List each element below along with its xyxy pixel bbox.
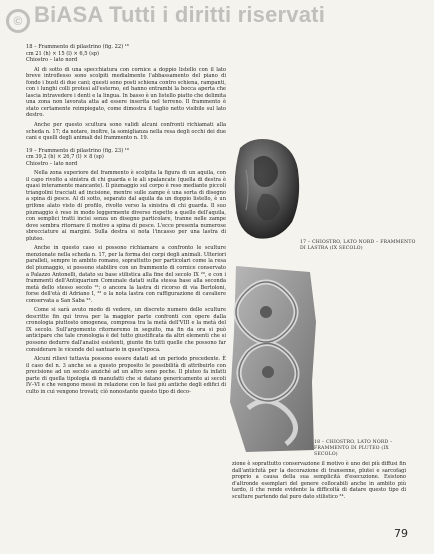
entry-18-location: Chiostro – lato nord xyxy=(26,57,78,64)
right-text-column xyxy=(232,461,406,500)
entry-18-paragraph: Anche per questo scultura sono validi alcuni confronti richiamati alla scheda n. 17; da notare, inoltre, la somiglianza nella resa degli occhi dei due cani e quelli degli animali del frammento n. 19. xyxy=(26,122,226,142)
entry-18-title: 18 – Frammento di pilastrino (fig. 22) ¹⁸ xyxy=(26,44,129,50)
entry-19-paragraph: Anche in questo caso si possono richiamare a confronto le sculture menzionate nella scheda n. 17, per la forma dei corpi degli animali. Ulteriori paralleli, sempre in ambito romano, soprattutto per particolari come la resa del piumaggio, si possono stabilire con un frammento di cornice conservato a Palazzo Antonelli, datato su base stilistica alla fine del secolo IX ²⁰, e con i frammenti dell'Antiquarium Comunale datati sulla stessa base alla seconda metà dello stesso secolo ²¹; o ancora la lastra di ricorso di via Bertoloni, forse dell'età di Adriano I, ²² o la nota lastra con raffigurazione di cavaliere conservata a San Saba ²³. xyxy=(26,245,226,304)
entry-19-location: Chiostro – lato nord xyxy=(26,160,78,167)
discussion-paragraph: Alcuni rilievi tuttavia possono essere datati ad un periodo precedente. È il caso del n. 3 anche se a questo proposito le possibilità di attribuirlo con precisione ad un secolo anziché ad un altro sono poche. Il pluteo fa infatti parte di quella tipologia di manufatti che si datano genericamente ai secoli IV–VI e che vengono messi in relazione con le fasi più antiche degli edifici di culto in cui vengono trovati; ciò nonostante questo tipo di deco- xyxy=(26,356,226,395)
figure-17-photo xyxy=(232,130,302,246)
entry-19-heading xyxy=(26,148,226,168)
continuation-paragraph: zione è soprattutto conservazione il motivo è uno dei più diffusi fin dall'antichità per la decorazione di transenne, plutei e sarcofagi proprio a causa della sua semplicità d'esecuzione. Esistono d'altronde esemplari del genere collocabili anche in ambito più tardo, il che rende evidente la difficoltà di datare questo tipo di sculture partendo dal puro dato stilistico ²⁴. xyxy=(232,461,406,500)
figure-18-photo xyxy=(226,262,318,456)
entry-19-dimensions: cm 39,2 (h) × 26,7 (l) × 8 (sp) xyxy=(26,154,104,161)
figure-17-caption: 17 – CHIOSTRO, LATO NORD – FRAMMENTO DI LASTRA (IX SECOLO) xyxy=(300,240,416,251)
copyright-watermark xyxy=(6,2,430,33)
entry-18-paragraph: Al di sotto di una specchiatura con cornice a doppio listello con il lato breve introflesso sono scolpiti medialmente l'abbassamento del piano di fondo i busti di due cani; questi sono posti schiena contro schiena, rampanti, con i lunghi colli protesi all'esterno, ed hanno entrambi la bocca aperta che lascia intravedere i denti e la lingua. In basso è un listello piatto che delimita una zona non lavorata atta ad essere inserita nel terreno. Il frammento è stato certamente reimpiegato, come dimostra il taglio netto visibile sul lato destro. xyxy=(26,66,226,119)
entry-18-heading xyxy=(26,44,226,64)
page-number: 79 xyxy=(394,527,408,540)
discussion-paragraph: Come si sarà avuto modo di vedere, un discreto numero delle sculture descritte fin qui trova per la maggior parte confronti con opere dalla cronologia piuttosto omogenea, compresa tra la metà dell'VIII e la metà del IX secolo. Sull'argomento ritorneremo in seguito, ma fin da ora si può anticipare che tale cronologia è del tutto giustificata da altri elementi che si possono dedurre dall'analisi esistenti, giunte fin tutti quelle che possono far considerare le vicende del santuario in quest'epoca. xyxy=(26,307,226,353)
watermark-text: BiASA Tutti i diritti riservati xyxy=(34,2,326,27)
entry-19-paragraph: Nella zona superiore del frammento è scolpita la figura di un aquila, con il capo rivolto a sinistra di chi guarda e le ali spalancate (quella di destra è quasi interamente mancante). Il piumaggio sul corpo è reso mediante piccoli triangolini tracciati ad incisione, mentre sulle zampe è una sorta di disegno a spina di pesce. Al di sotto, separato dal aquila da un doppio listello, è un grifone alato visto di profilo, rivolto verso la sinistra di chi guarda. Il suo piumaggio è reso in modo leggermente diverso rispetto a quello dell'aquila, con semplici tratti incisi senza un disegno particolare, tranne nelle zampe dove sembra ritornare il motivo a spina di pesce. L'ecce presenta numerose sbrecciature ai margini. Sulla destra si nota l'incasso per una lastra di pluteo. xyxy=(26,170,226,242)
left-text-column xyxy=(26,44,226,398)
entry-18-dimensions: cm 21 (h) × 15 (l) × 6,5 (sp) xyxy=(26,50,99,57)
copyright-icon: © xyxy=(6,9,30,33)
figure-18-caption: 18 – CHIOSTRO, LATO NORD – FRAMMENTO DI PLUTEO (IX SECOLO) xyxy=(314,440,393,457)
entry-19-title: 19 – Frammento di pilastrino (fig. 23) ¹⁹ xyxy=(26,147,129,154)
